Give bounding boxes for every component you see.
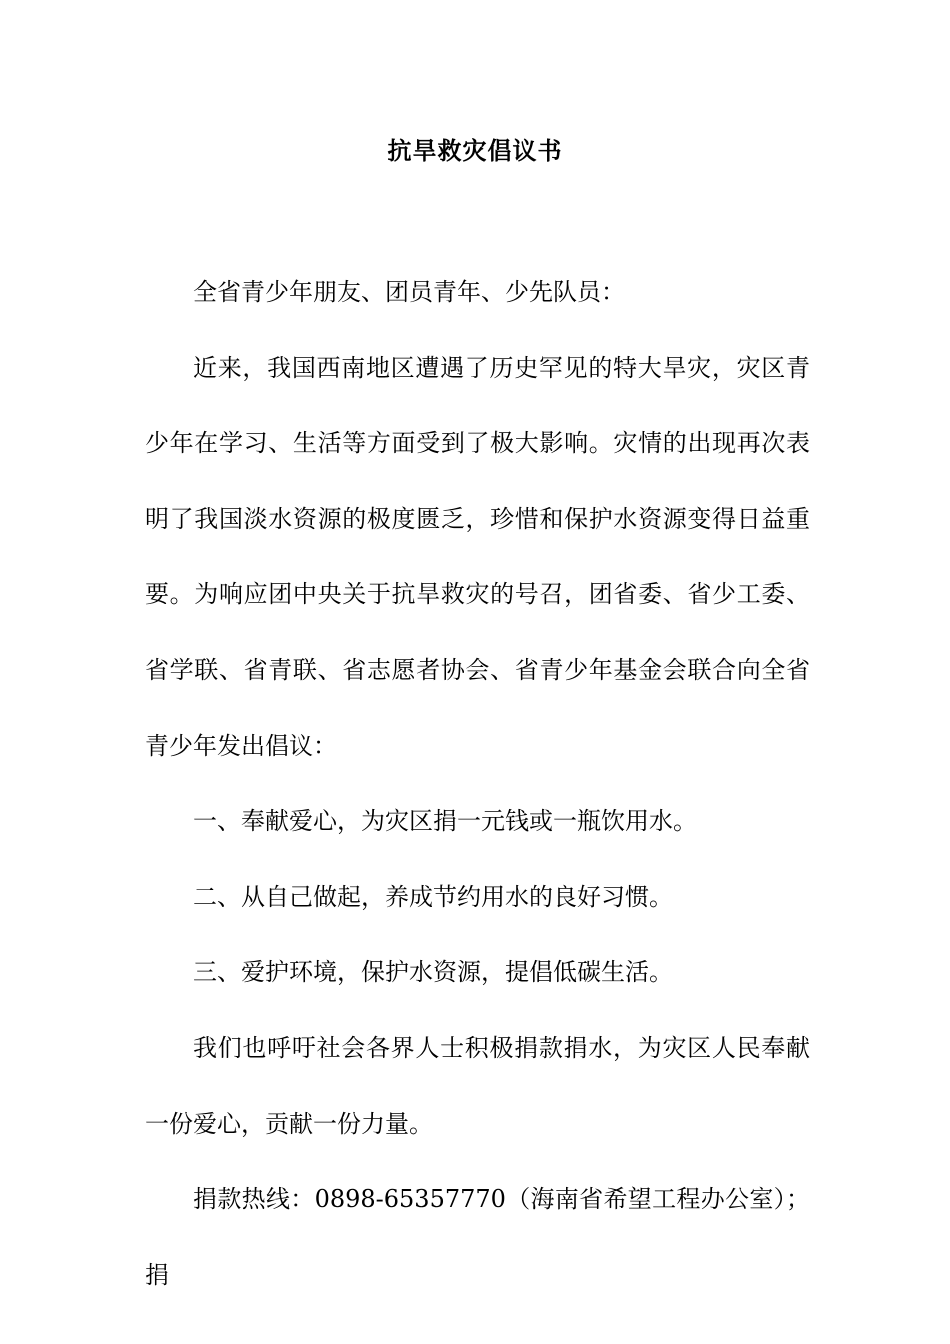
proposal-item-2: 二、从自己做起，养成节约用水的良好习惯。 [193,882,673,911]
paragraph-appeal: 我们也呼吁社会各界人士积极捐款捐水，为灾区人民奉献一份爱心，贡献一份力量。 [145,1033,810,1138]
proposal-item-1: 一、奉献爱心，为灾区捐一元钱或一瓶饮用水。 [193,807,697,836]
paragraph-intro: 近来，我国西南地区遭遇了历史罕见的特大旱灾，灾区青少年在学习、生活等方面受到了极大影响。灾情的出现再次表明了我国淡水资源的极度匮乏，珍惜和保护水资源变得日益重要。为响应团中央关于抗旱救灾的号召，团省委、省少工委、省学联、省青联、省志愿者协会、省青少年基金会联合向全省青少年发出倡议： [145,353,810,760]
proposal-item-3: 三、爱护环境，保护水资源，提倡低碳生活。 [193,958,673,987]
paragraph-hotline: 捐款热线：0898-65357770（海南省希望工程办公室）；捐 [145,1185,810,1289]
document-body [145,255,810,1313]
salutation: 全省青少年朋友、团员青年、少先队员： [193,278,625,306]
document-title: 抗旱救灾倡议书 [387,136,563,165]
